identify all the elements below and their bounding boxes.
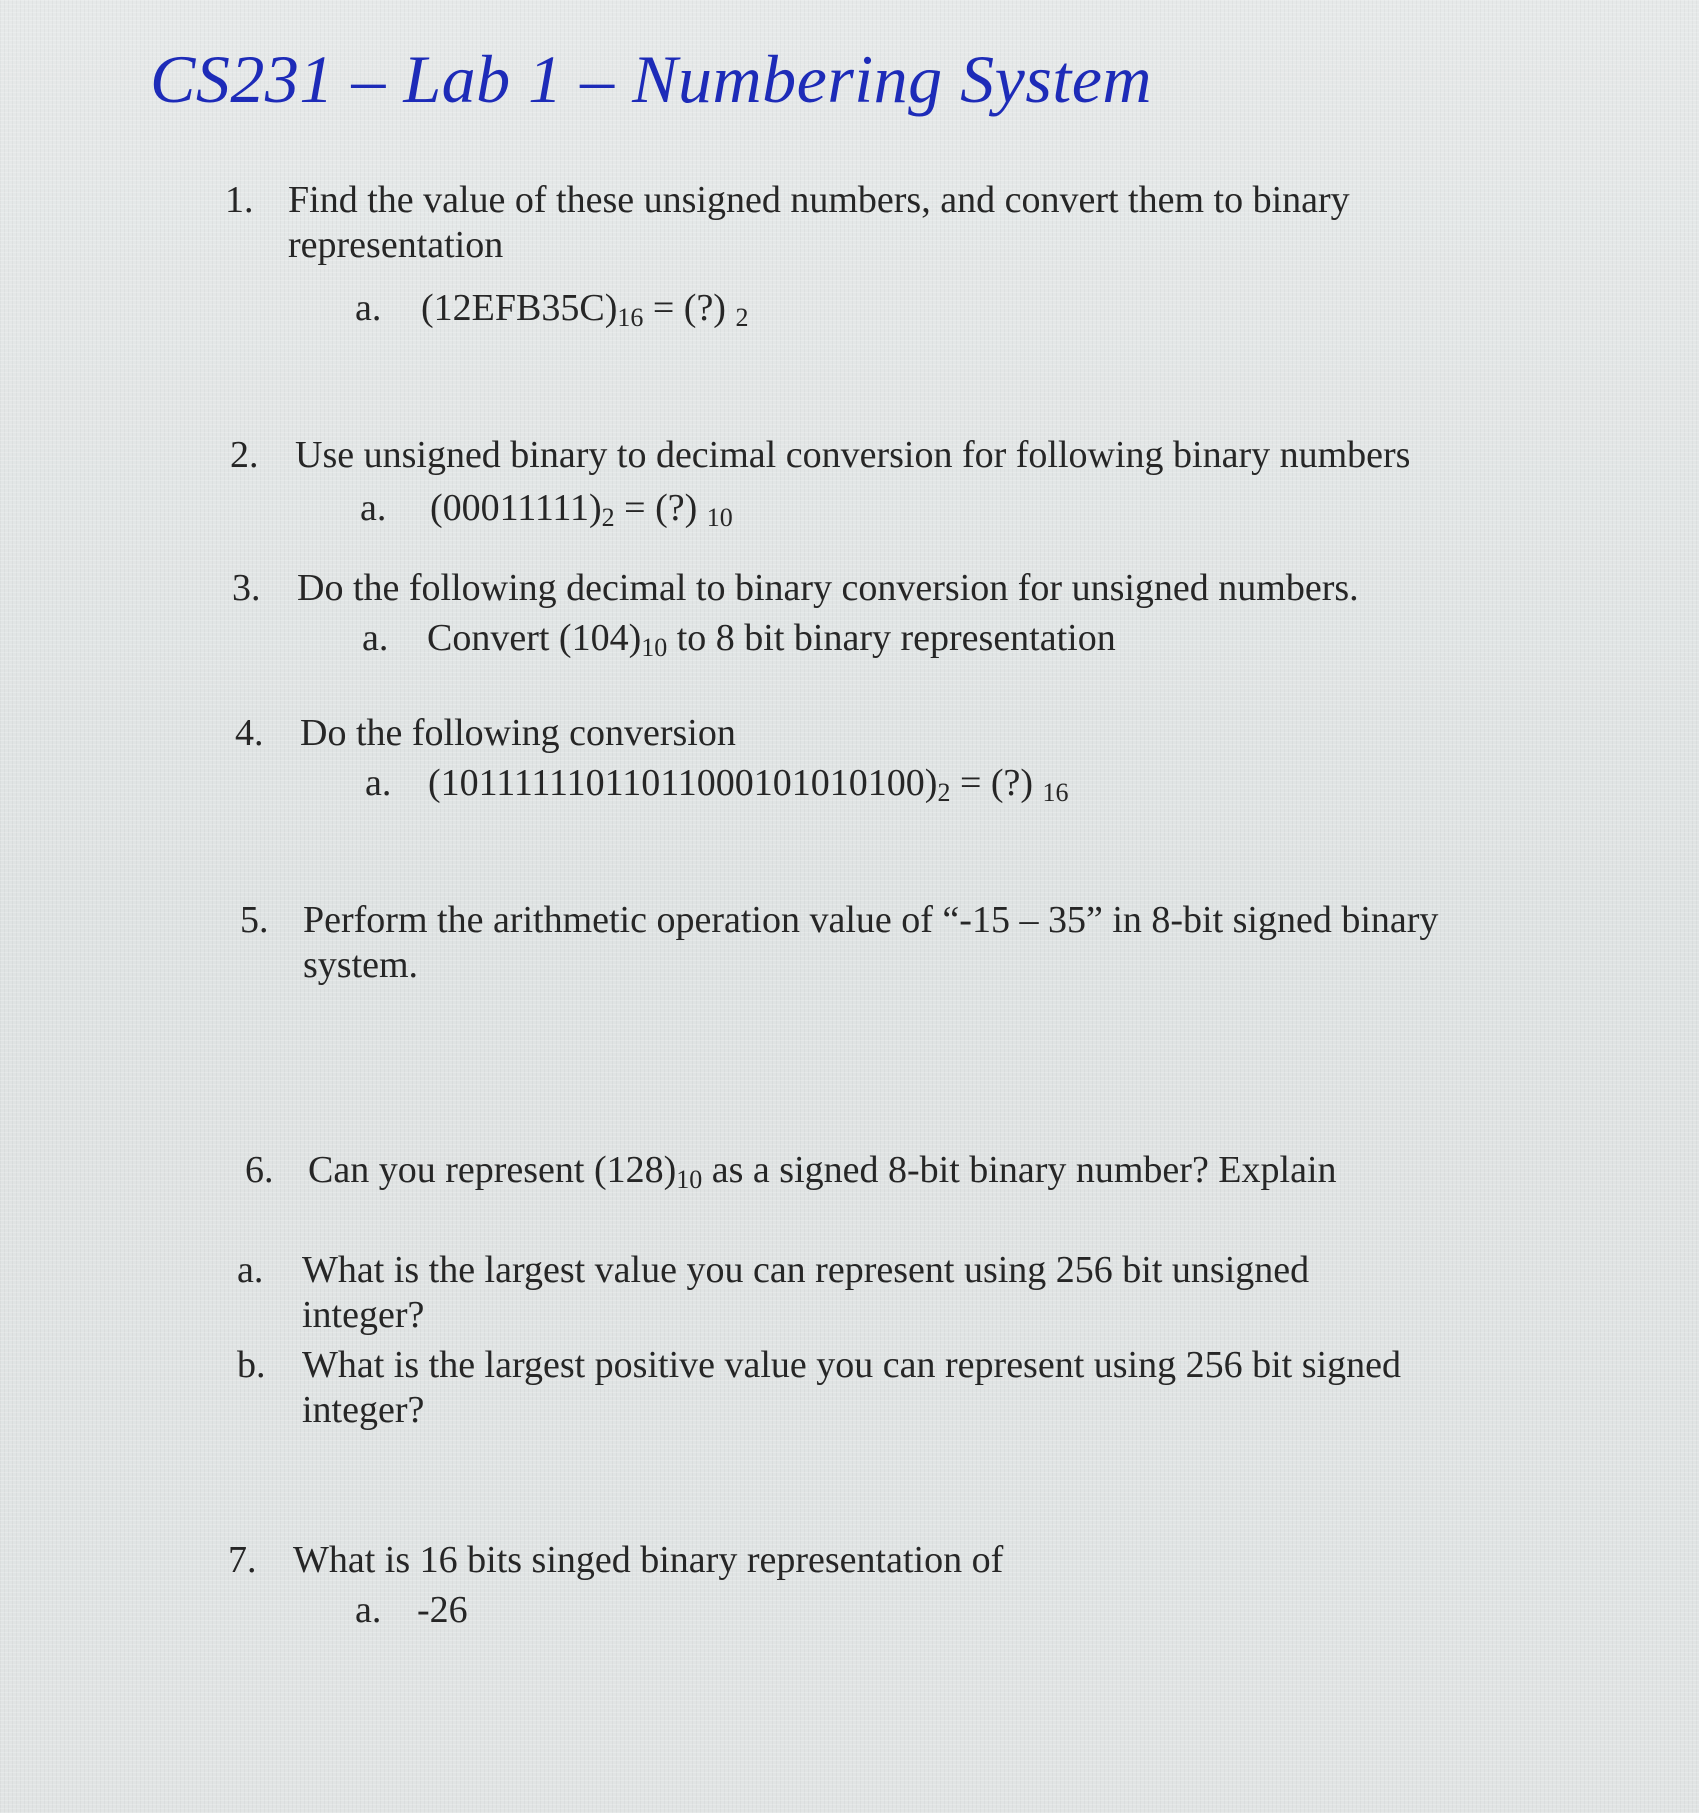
- question-text: Do the following decimal to binary conversion for unsigned numbers.: [297, 567, 1359, 609]
- subquestion-text: $(00011111)_2$ = (?) $_{10}$: [430, 487, 733, 532]
- subquestion-text: $(10111111011011000101010100)_2$ = (?) $_{16}$: [428, 762, 1069, 807]
- question-text: Use unsigned binary to decimal conversion for following binary numbers: [295, 434, 1411, 476]
- subquestion-text: Convert $(104)_{10}$ to 8 bit binary representation: [427, 617, 1116, 662]
- question-number: 2.: [230, 434, 259, 476]
- question-number: 1.: [225, 179, 254, 221]
- question-number: 4.: [235, 712, 264, 754]
- subquestion-label: a.: [360, 487, 387, 529]
- subquestion-label: a.: [365, 762, 392, 804]
- subquestion-text: $(12EFB35C)_{16}$ = (?) $_2$: [421, 287, 749, 332]
- subquestion-label: b.: [237, 1344, 266, 1386]
- question-number: 3.: [232, 567, 261, 609]
- subquestion-text-cont: integer?: [302, 1389, 425, 1431]
- subquestion-label: a.: [362, 617, 389, 659]
- question-text: What is 16 bits singed binary representation of: [293, 1539, 1004, 1581]
- subquestion-label: a.: [237, 1249, 264, 1291]
- question-number: 5.: [240, 899, 269, 941]
- subquestion-text-cont: integer?: [302, 1294, 425, 1336]
- question-number: 7.: [228, 1539, 257, 1581]
- question-text: Perform the arithmetic operation value of “-15 – 35” in 8-bit signed binary: [303, 899, 1439, 941]
- question-text-cont: representation: [288, 224, 504, 266]
- subquestion-label: a.: [355, 287, 382, 329]
- page-title: CS231 – Lab 1 – Numbering System: [150, 41, 1152, 117]
- subquestion-text: What is the largest positive value you can represent using 256 bit signed: [302, 1344, 1401, 1386]
- subquestion-text: -26: [417, 1589, 468, 1631]
- question-text-cont: system.: [303, 944, 419, 986]
- subquestion-label: a.: [355, 1589, 382, 1631]
- question-text: Find the value of these unsigned numbers, and convert them to binary: [288, 179, 1350, 221]
- question-text: Do the following conversion: [300, 712, 736, 754]
- question-number: 6.: [245, 1149, 274, 1191]
- question-text: Can you represent $(128)_{10}$ as a signed 8-bit binary number? Explain: [308, 1149, 1337, 1194]
- subquestion-text: What is the largest value you can represent using 256 bit unsigned: [302, 1249, 1310, 1291]
